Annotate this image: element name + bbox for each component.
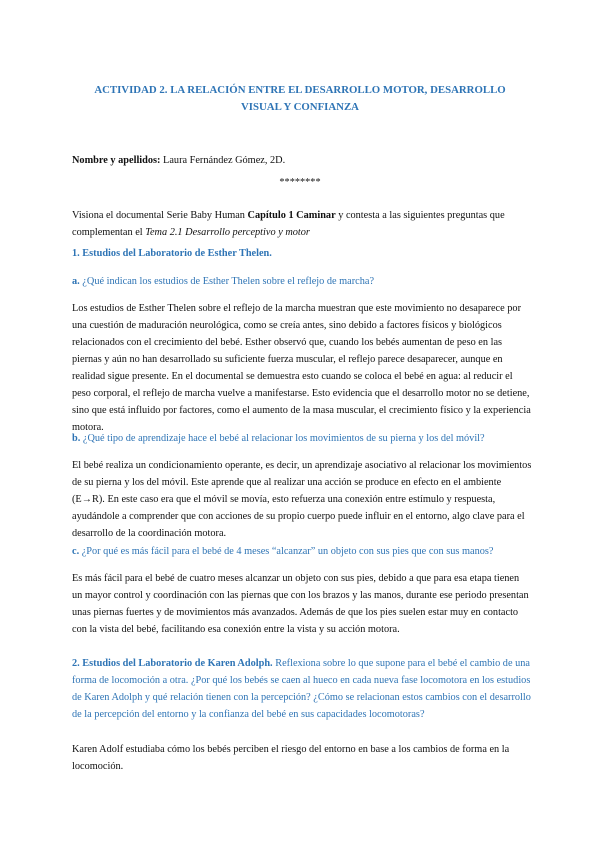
question-c-text: ¿Por qué es más fácil para el bebé de 4 meses “alcanzar” un objeto con sus pies que con sus manos? (79, 546, 494, 557)
section2-heading: 2. Estudios del Laboratorio de Karen Adolph. (72, 658, 273, 669)
question-b-text: ¿Qué tipo de aprendizaje hace el bebé al relacionar los movimientos de su pierna y los del móvil? (80, 433, 485, 444)
answer-a: Los estudios de Esther Thelen sobre el reflejo de la marcha muestran que este movimiento no desaparece por una cuestión de maduración neurológica, como se creía antes, sino debido a factores físicos y biológicos relacionados con el crecimiento del bebé. Esther observó que, cuando los bebés aumentan de peso en las piernas y aún no han desarrollado su suficiente fuerza muscular, el reflejo parece desaparecer, aunque en realidad sigue presente. En el documental se demuestra esto cuando se coloca el bebé en agua: al reducir el peso corporal, el reflejo de marcha vuelve a manifestarse. Esto evidencia que el desarrollo motor no se detiene, sino que está influido por factores, como el aumento de la masa muscular, el crecimiento físico y la experiencia motora. (72, 303, 531, 433)
answer-c: Es más fácil para el bebé de cuatro meses alcanzar un objeto con sus pies, debido a que para esa etapa tienen un mayor control y coordinación con las piernas que con los brazos y las manos, durante ese periodo presentan unas piernas fuertes y de movimientos más avanzados. Además de que los pies suelen estar muy en contacto con la vista del bebé, facilitando esa conexión entre la vista y su acción motora. (72, 573, 529, 635)
intro-bold: Capítulo 1 Caminar (247, 210, 336, 221)
question-c-label: c. (72, 546, 80, 557)
answer-b: El bebé realiza un condicionamiento operante, es decir, un aprendizaje asociativo al relacionar los movimientos de su pierna y los del móvil. Este aprende que al realizar una acción se produce en efecto en el ambiente (E→R). En este caso era que el móvil se movía, esto refuerza una conexión entre estímulo y respuesta, ayudándole a comprender que con acciones de su propio cuerpo puede influir en el entorno, algo clave para el desarrollo de la coordinación motora. (72, 460, 532, 539)
author-line (72, 152, 532, 169)
question-a (72, 273, 532, 290)
author-label: Nombre y apellidos: (72, 155, 161, 166)
document-title: ACTIVIDAD 2. LA RELACIÓN ENTRE EL DESARROLLO MOTOR, DESARROLLO VISUAL Y CONFIANZA (94, 84, 506, 113)
intro-italic: Tema 2.1 Desarrollo perceptivo y motor (145, 227, 310, 238)
question-b-label: b. (72, 433, 81, 444)
separator: ******** (279, 177, 321, 188)
section1-heading: 1. Estudios del Laboratorio de Esther Thelen. (72, 248, 272, 259)
author-value: Laura Fernández Gómez, 2D. (160, 155, 286, 166)
question-a-text: ¿Qué indican los estudios de Esther Thelen sobre el reflejo de marcha? (79, 276, 375, 287)
section2-paragraph (72, 655, 532, 723)
question-a-label: a. (72, 276, 80, 287)
intro-paragraph (72, 207, 532, 241)
answer-2: Karen Adolf estudiaba cómo los bebés perciben el riesgo del entorno en base a los cambios de forma en la locomoción. (72, 744, 510, 772)
question-c (72, 543, 532, 560)
intro-before: Visiona el documental Serie Baby Human (72, 210, 248, 221)
section2-text: Reflexiona sobre lo que supone para el bebé el cambio de una forma de locomoción a otra. ¿Por qué los bebés se caen al hueco en cada nueva fase locomotora en los estudios de Karen Adolph y qué relación tienen con la percepción? ¿Cómo se relacionan estos cambios con el desarrollo de la percepción del entorno y la confianza del bebé en sus capacidades locomotoras? (72, 658, 531, 720)
question-b (72, 430, 532, 447)
intro-middle: y contesta a las siguientes preguntas que complementan el (72, 210, 505, 238)
